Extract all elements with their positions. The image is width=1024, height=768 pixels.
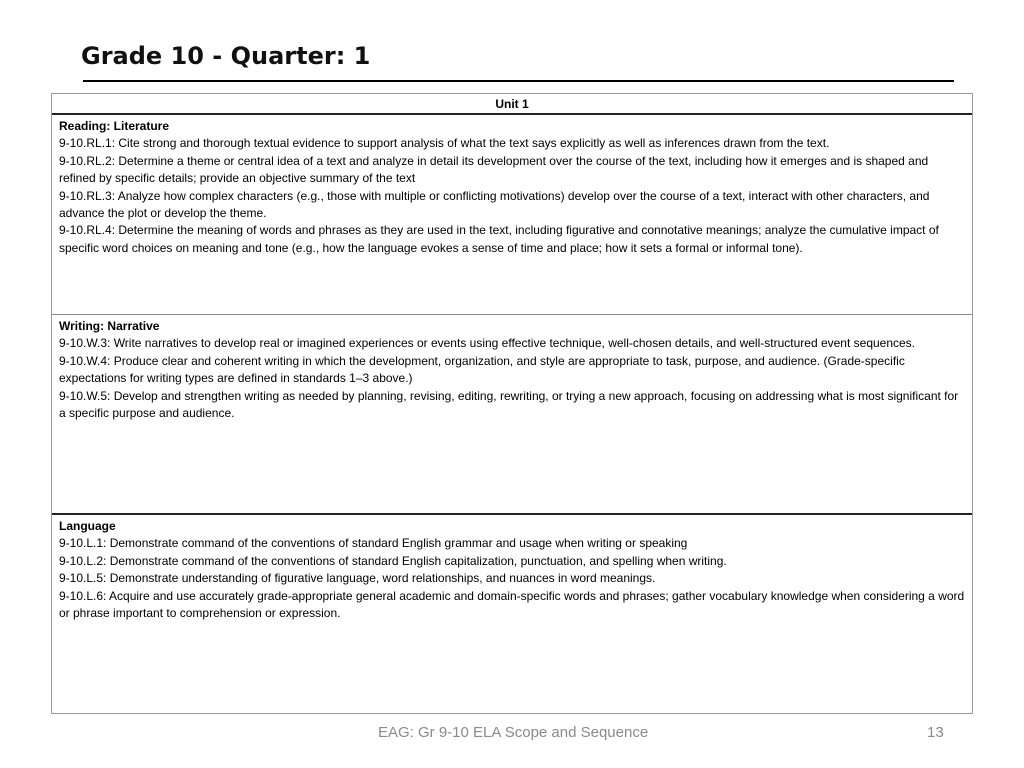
section-title: Writing: Narrative	[59, 319, 160, 333]
section-writing-narrative	[52, 315, 972, 515]
unit-table	[51, 93, 973, 714]
section-title: Reading: Literature	[59, 119, 170, 133]
section-reading-literature	[52, 115, 972, 315]
section-language	[52, 515, 972, 713]
standard-item: 9-10.RL.1: Cite strong and thorough textual evidence to support analysis of what the text says explicitly as well as inferences drawn from the text.	[59, 136, 830, 151]
unit-header: Unit 1	[52, 94, 972, 115]
standard-item: 9-10.L.2: Demonstrate command of the conventions of standard English capitalization, punctuation, and spelling when writing.	[59, 553, 727, 568]
footer-page-number: 13	[927, 724, 944, 741]
standard-item: 9-10.RL.4: Determine the meaning of words and phrases as they are used in the text, including figurative and connotative meanings; analyze the cumulative impact of specific word choices on meaning and tone (e.g., how the language evokes a sense of time and place; how it sets a formal or informal tone).	[59, 223, 939, 255]
standard-item: 9-10.RL.2: Determine a theme or central idea of a text and analyze in detail its development over the course of the text, including how it emerges and is shaped and refined by specific details; provide an objective summary of the text	[59, 153, 929, 186]
section-title: Language	[59, 519, 116, 533]
standard-item: 9-10.L.6: Acquire and use accurately grade-appropriate general academic and domain-specific words and phrases; gather vocabulary knowledge when considering a word or phrase important to comprehension or expression.	[59, 588, 965, 621]
standard-item: 9-10.L.1: Demonstrate command of the conventions of standard English grammar and usage when writing or speaking	[59, 536, 688, 551]
standard-item: 9-10.W.5: Develop and strengthen writing as needed by planning, revising, editing, rewriting, or trying a new approach, focusing on addressing what is most significant for a specific purpose and audience.	[59, 388, 959, 421]
standard-item: 9-10.L.5: Demonstrate understanding of figurative language, word relationships, and nuances in word meanings.	[59, 571, 656, 586]
footer-document-name: EAG: Gr 9-10 ELA Scope and Sequence	[378, 724, 649, 741]
title-rule	[83, 80, 954, 82]
standard-item: 9-10.W.4: Produce clear and coherent writing in which the development, organization, and style are appropriate to task, purpose, and audience. (Grade-specific expectations for writing types are defined in standards 1–3 above.)	[59, 353, 905, 386]
standard-item: 9-10.RL.3: Analyze how complex characters (e.g., those with multiple or conflicting motivations) develop over the course of a text, interact with other characters, and advance the plot or develop the theme.	[59, 188, 930, 221]
page-title: Grade 10 - Quarter: 1	[81, 42, 371, 70]
standard-item: 9-10.W.3: Write narratives to develop real or imagined experiences or events using effective technique, well-chosen details, and well-structured event sequences.	[59, 336, 916, 351]
